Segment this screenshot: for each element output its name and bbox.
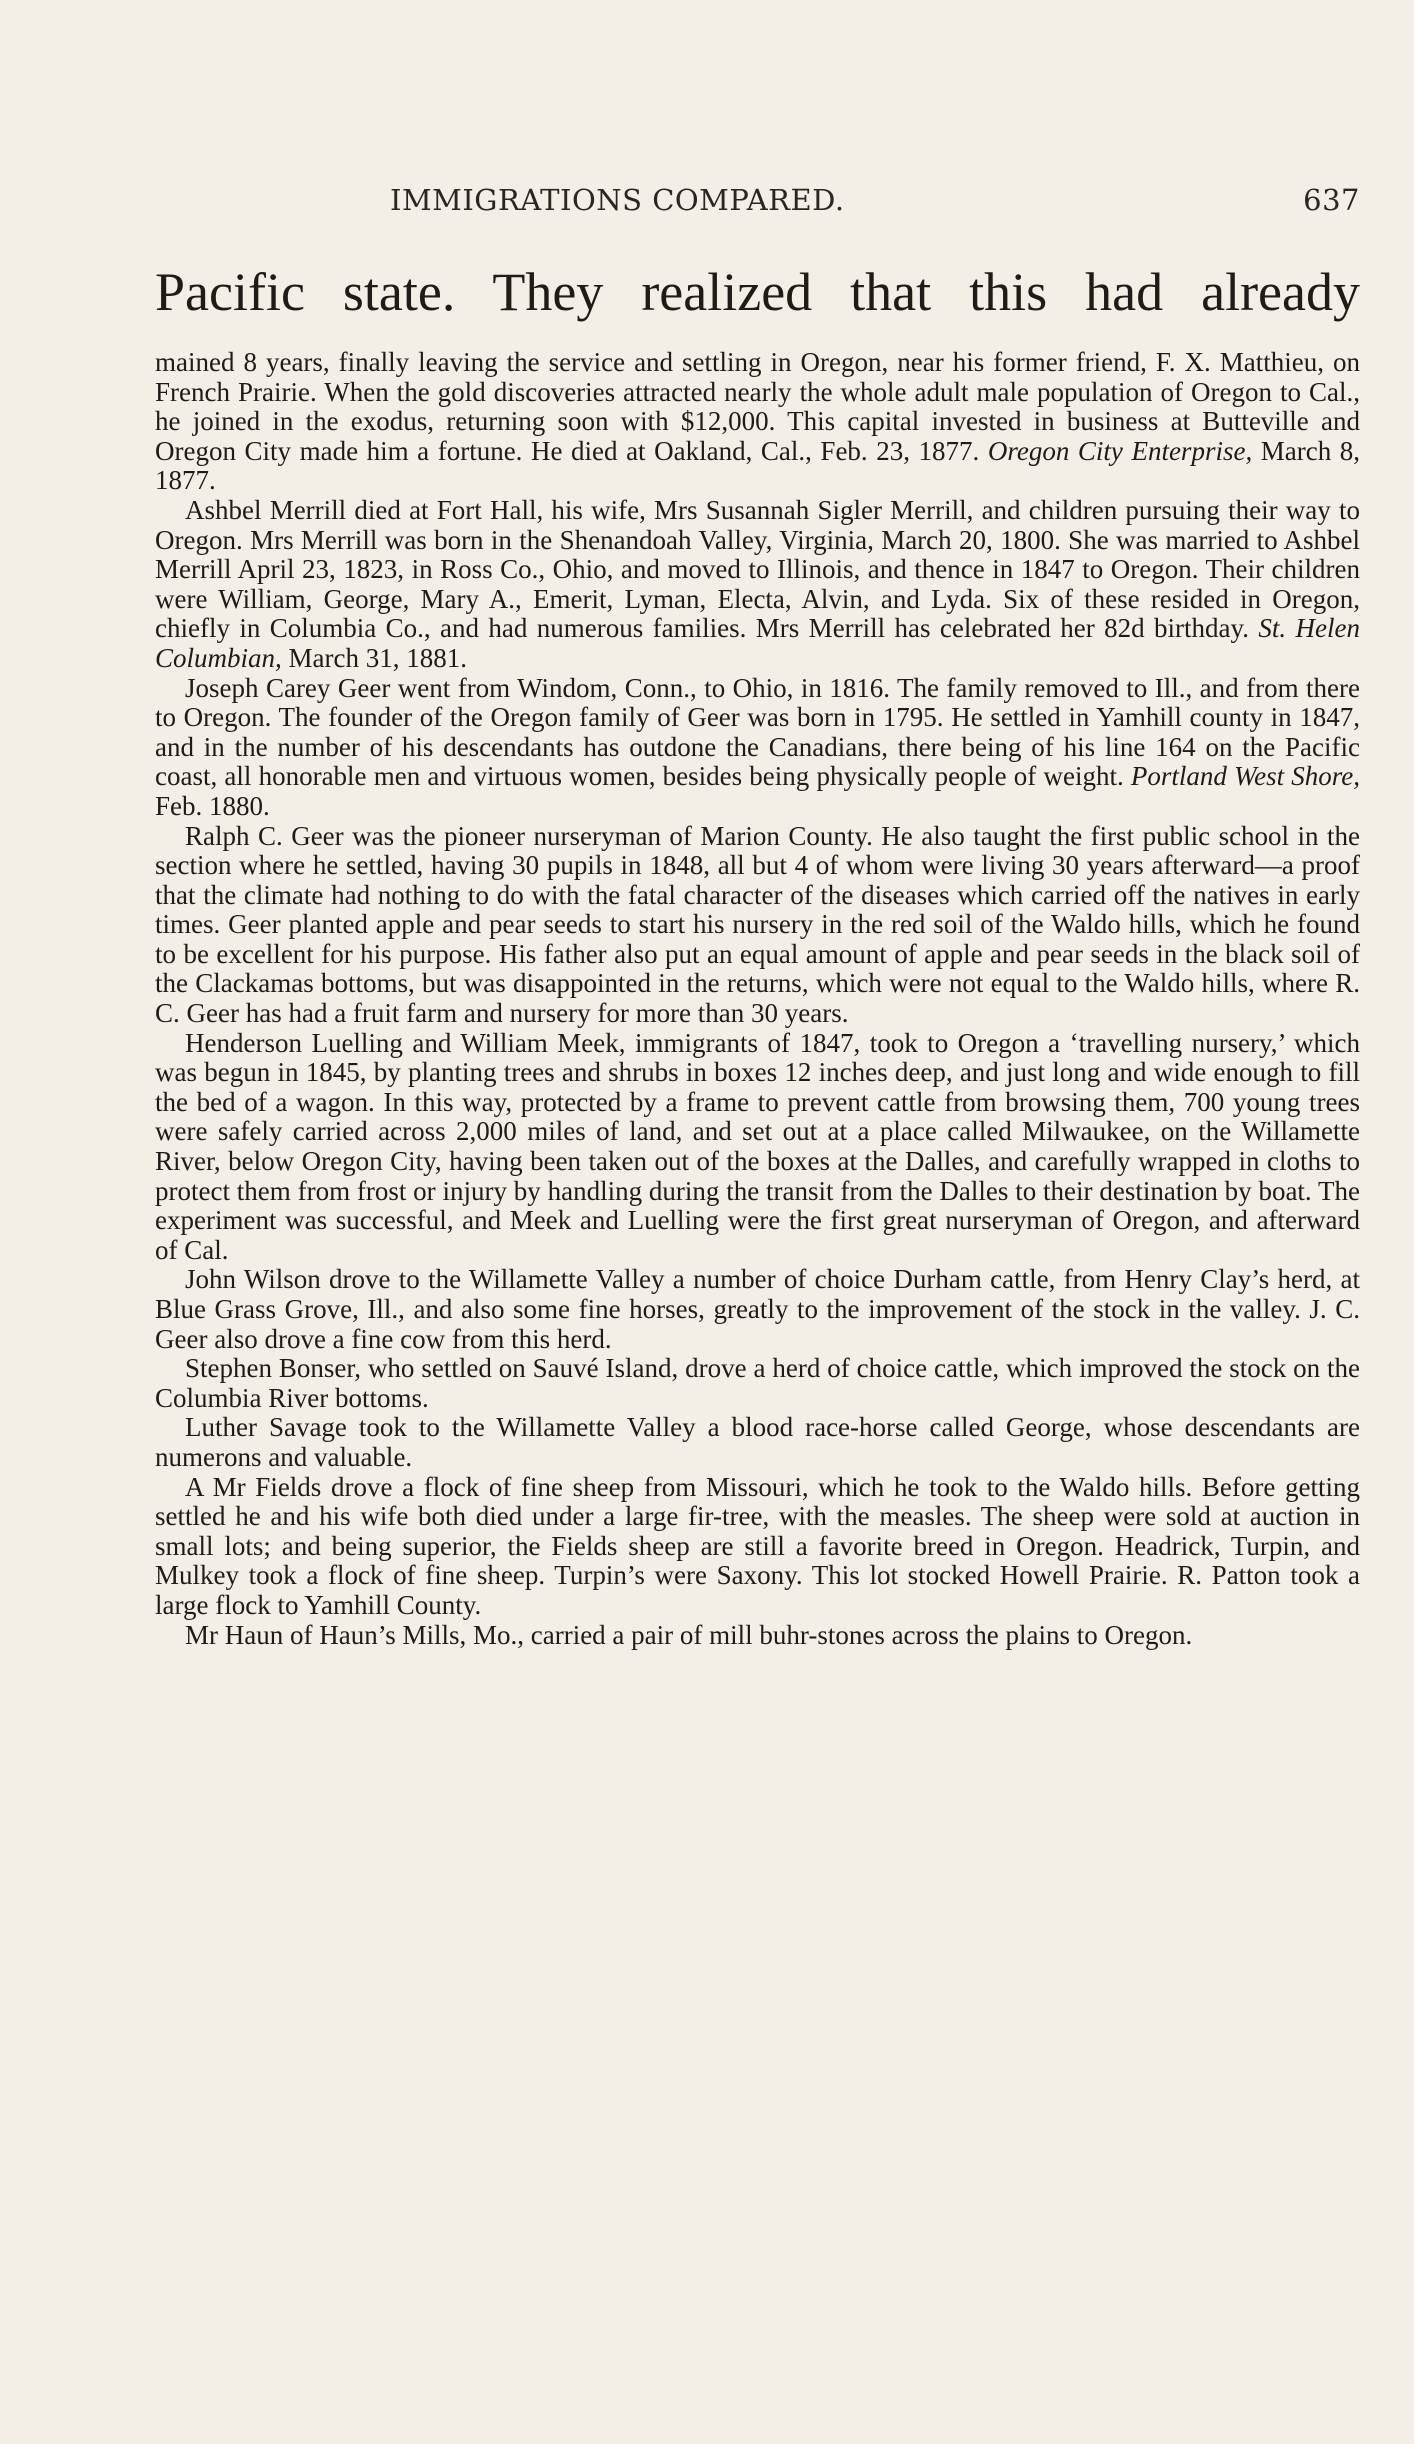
note-paragraph: John Wilson drove to the Willamette Valley a number of choice Durham cattle, from Henry Clay’s herd, at Blue Grass Grove, Ill., and also some fine horses, greatly to the improvement of the stock in the valley. J. C. Geer also drove a fine cow from this herd. — [155, 1264, 1360, 1354]
note-text: Ashbel Merrill died at Fort Hall, his wife, Mrs Susannah Sigler Merrill, and children pursuing their way to Oregon. Mrs Merrill was born in the Shenandoah Valley, Virginia, March 20, 1800. She was married to Ashbel Merrill April 23, 1823, in Ross Co., Ohio, and moved to Illinois, and thence in 1847 to Oregon. Their children were William, George, Mary A., Emerit, Lyman, Electa, Alvin, and Lyda. Six of these resided in Oregon, chiefly in Columbia Co., and had numerous families. Mrs Merrill has celebrated her 82d birthday. — [155, 494, 1360, 644]
citation-date: Feb. 1880. — [155, 790, 270, 821]
citation-date: March 31, 1881. — [288, 642, 467, 673]
page-number: 637 — [1303, 183, 1360, 217]
note-text: mained 8 years, finally leaving the service and settling in Oregon, near his former friend, F. X. Matthieu, on French Prairie. When the gold discoveries attracted nearly the whole adult male population of Oregon to Cal., he joined in the exodus, returning soon with $12,000. This capital invested in business at Butteville and Oregon City made him a fortune. He died at Oakland, Cal., Feb. 23, 1877. — [155, 347, 1360, 466]
citation-date: March 8, 1877. — [155, 435, 1361, 496]
citation: St. Helen Columbian, — [155, 613, 1361, 673]
note-paragraph: Mr Haun of Haun’s Mills, Mo., carried a pair of mill buhr-stones across the plains to Oregon. — [185, 1619, 1193, 1650]
running-head — [180, 183, 1360, 223]
note-paragraph: Henderson Luelling and William Meek, immigrants of 1847, took to Oregon a ‘travelling nursery,’ which was begun in 1845, by planting trees and shrubs in boxes 12 inches deep, and just long and wide enough to fill the bed of a wagon. In this way, protected by a frame to prevent cattle from browsing them, 700 young trees were safely carried across 2,000 miles of land, and set out at a place called Milwaukee, on the Willamette River, below Oregon City, having been taken out of the boxes at the Dalles, and carefully wrapped in cloths to protect them from frost or injury by handling during the transit from the Dalles to their destination by boat. The experiment was successful, and Meek and Luelling were the first great nurseryman of Oregon, and afterward of Cal. — [155, 1027, 1360, 1265]
main-text-line: Pacific state. They realized that this had already — [155, 262, 1360, 322]
running-title: IMMIGRATIONS COMPARED. — [390, 183, 845, 217]
citation: Portland West Shore, — [1130, 761, 1361, 792]
note-paragraph — [155, 496, 1360, 674]
note-paragraph: Ralph C. Geer was the pioneer nurseryman of Marion County. He also taught the first public school in the section where he settled, having 30 pupils in 1848, all but 4 of whom were living 30 years afterward—a proof that the climate had nothing to do with the fatal character of the diseases which carried off the natives in early times. Geer planted apple and pear seeds to start his nursery in the red soil of the Waldo hills, which he found to be excellent for his purpose. His father also put an equal amount of apple and pear seeds in the black soil of the Clackamas bottoms, but was disappointed in the returns, which were not equal to the Waldo hills, where R. C. Geer has had a fruit farm and nursery for more than 30 years. — [155, 820, 1360, 1029]
note-paragraph — [155, 348, 1360, 496]
note-paragraph: Stephen Bonser, who settled on Sauvé Island, drove a herd of choice cattle, which improved the stock on the Columbia River bottoms. — [155, 1353, 1360, 1413]
note-text: Joseph Carey Geer went from Windom, Conn., to Ohio, in 1816. The family removed to Ill., and from there to Oregon. The founder of the Oregon family of Geer was born in 1795. He settled in Yamhill county in 1847, and in the number of his descendants has outdone the Canadians, there being of his line 164 on the Pacific coast, all honorable men and virtuous women, besides being physically people of weight. — [155, 672, 1360, 792]
citation: Oregon City Enterprise, — [987, 435, 1253, 466]
note-paragraph: Luther Savage took to the Willamette Valley a blood race-horse called George, whose descendants are numerons and valuable. — [155, 1412, 1360, 1472]
note-paragraph — [155, 674, 1360, 822]
note-paragraph: A Mr Fields drove a flock of fine sheep from Missouri, which he took to the Waldo hills. Before getting settled he and his wife both died under a large fir-tree, with the measles. The sheep were sold at auction in small lots; and being superior, the Fields sheep are still a favorite breed in Oregon. Headrick, Turpin, and Mulkey took a flock of fine sheep. Turpin’s were Saxony. This lot stocked Howell Prairie. R. Patton took a large flock to Yamhill County. — [155, 1471, 1360, 1620]
footnotes — [155, 348, 1360, 1650]
